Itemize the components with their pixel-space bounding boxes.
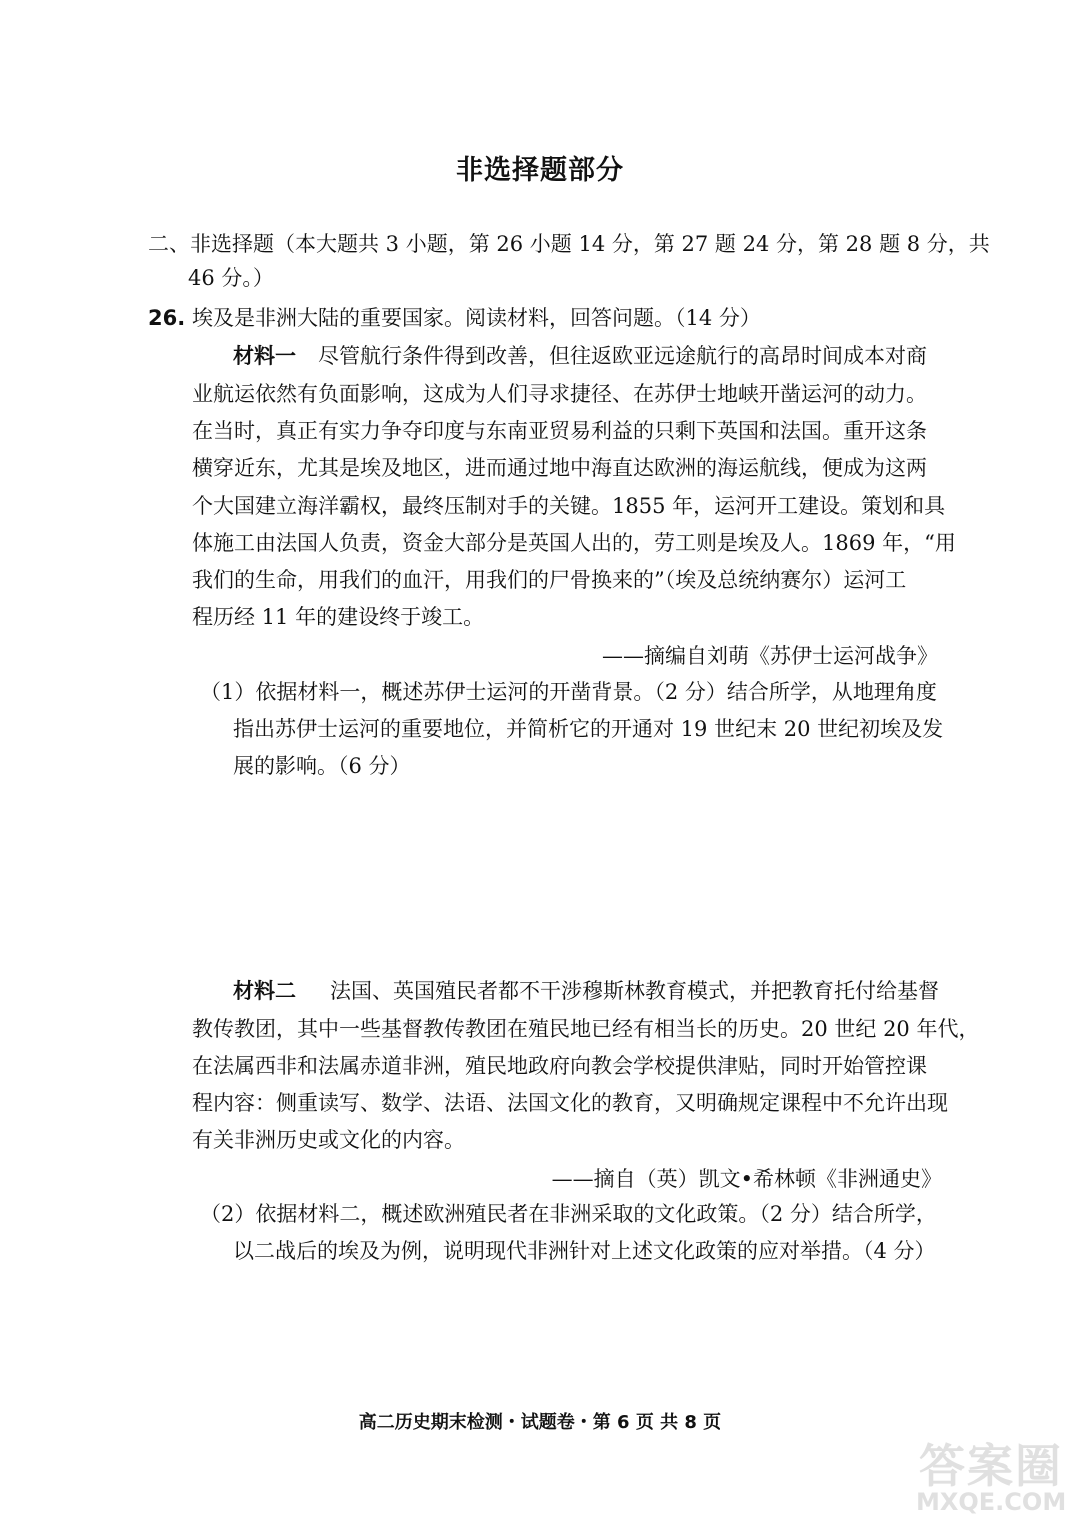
question-number: 26. xyxy=(148,306,186,330)
subquestion-1-line: （1）依据材料一，概述苏伊士运河的开凿背景。（2 分）结合所学，从地理角度 xyxy=(200,680,937,704)
material-2-label: 材料二 xyxy=(233,979,296,1003)
material-1-line: 业航运依然有负面影响，这成为人们寻求捷径、在苏伊士地峡开凿运河的动力。 xyxy=(192,382,927,406)
watermark-top-text: 答案圈 xyxy=(919,1439,1063,1493)
material-1-line: 我们的生命，用我们的血汗，用我们的尸骨换来的”（埃及总统纳赛尔）运河工 xyxy=(192,568,907,592)
material-1-line: 横穿近东，尤其是埃及地区，进而通过地中海直达欧洲的海运航线，便成为这两 xyxy=(192,456,927,480)
material-2-line: 在法属西非和法属赤道非洲，殖民地政府向教会学校提供津贴，同时开始管控课 xyxy=(192,1054,927,1078)
material-2-line: 法国、英国殖民者都不干涉穆斯林教育模式，并把教育托付给基督 xyxy=(330,979,939,1003)
material-1-line: 个大国建立海洋霸权，最终压制对手的关键。1855 年，运河开工建设。策划和具 xyxy=(192,494,946,518)
watermark-bottom-text: MXQE.COM xyxy=(916,1488,1067,1516)
question-intro: 埃及是非洲大陆的重要国家。阅读材料，回答问题。（14 分） xyxy=(192,306,761,330)
section-header-line-2: 46 分。） xyxy=(188,266,274,290)
subquestion-2-line: 以二战后的埃及为例，说明现代非洲针对上述文化政策的应对举措。（4 分） xyxy=(233,1239,936,1263)
material-1-source: ——摘编自刘萌《苏伊士运河战争》 xyxy=(602,644,938,668)
material-1-label: 材料一 xyxy=(233,344,296,368)
page-title: 非选择题部分 xyxy=(456,155,624,186)
material-1-line: 程历经 11 年的建设终于竣工。 xyxy=(192,605,485,629)
material-1-line: 在当时，真正有实力争夺印度与东南亚贸易利益的只剩下英国和法国。重开这条 xyxy=(192,419,927,443)
material-2-line: 有关非洲历史或文化的内容。 xyxy=(192,1128,465,1152)
subquestion-2-line: （2）依据材料二，概述欧洲殖民者在非洲采取的文化政策。（2 分）结合所学， xyxy=(200,1202,937,1226)
subquestion-1-line: 展的影响。（6 分） xyxy=(233,754,411,778)
material-1-line: 尽管航行条件得到改善，但往返欧亚远途航行的高昂时间成本对商 xyxy=(318,344,927,368)
watermark-logo xyxy=(916,1428,1066,1520)
material-2-line: 教传教团，其中一些基督教传教团在殖民地已经有相当长的历史。20 世纪 20 年代， xyxy=(192,1017,980,1041)
material-1-line: 体施工由法国人负责，资金大部分是英国人出的，劳工则是埃及人。1869 年，“用 xyxy=(192,531,956,555)
material-2-source: ——摘自（英）凯文•希林顿《非洲通史》 xyxy=(551,1167,942,1191)
material-2-line: 程内容：侧重读写、数学、法语、法国文化的教育，又明确规定课程中不允许出现 xyxy=(192,1091,948,1115)
subquestion-1-line: 指出苏伊士运河的重要地位，并简析它的开通对 19 世纪末 20 世纪初埃及发 xyxy=(233,717,944,741)
page-footer: 高二历史期末检测・试题卷・第 6 页 共 8 页 xyxy=(358,1412,722,1433)
section-header-line-1: 二、非选择题（本大题共 3 小题，第 26 小题 14 分，第 27 题 24 分，第 28 题 8 分，共 xyxy=(148,232,990,256)
